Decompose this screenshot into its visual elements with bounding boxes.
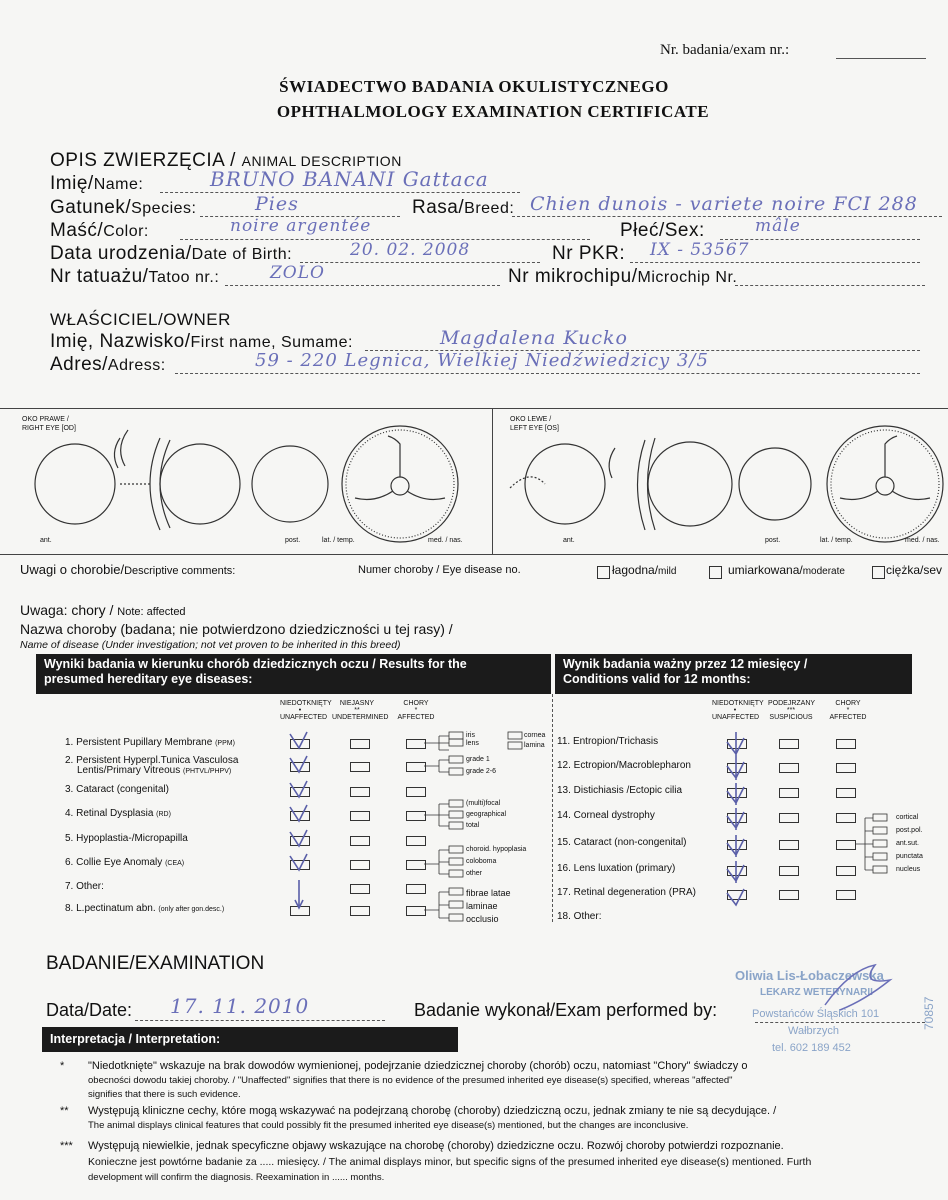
interpretation-p3-l3: development will confirm the diagnosis. Reexamination in ...... months. xyxy=(88,1172,385,1183)
tattoo-value: ZOLO xyxy=(270,263,325,283)
hereditary-row-1-label: 1. Persistent Pupillary Membrane (PPM) xyxy=(65,737,235,748)
owner-section-title: WŁAŚCICIEL/OWNER xyxy=(50,310,231,329)
condition-row-15: 15. Cataract (non-congenital) xyxy=(557,837,687,848)
sex-value: mâle xyxy=(755,216,801,236)
left-eye-ant-icon xyxy=(510,444,605,524)
row15-suspicious-box[interactable] xyxy=(779,840,799,850)
cond-col-suspicious: PODEJRZANY *** SUSPICIOUS xyxy=(768,700,816,721)
right-view-lat: lat. / temp. xyxy=(322,537,355,544)
hereditary-header: Wyniki badania w kierunku chorób dziedzicznych oczu / Results for the presumed hereditary eye diseases: xyxy=(36,654,551,694)
breed-value: Chien dunois - variete noire FCI 288 xyxy=(530,193,918,215)
sub-coloboma: coloboma xyxy=(466,858,497,865)
interpretation-p2-l2: The animal displays clinical features that could possibly fit the presumed inherited eye disease(s) mentioned, but the changes are inconclusive. xyxy=(88,1120,689,1131)
hereditary-row-8-label: 8. L.pectinatum abn. (only after gon.desc.) xyxy=(65,903,225,914)
sub-post-pol: post.pol. xyxy=(896,827,923,834)
row6-undetermined-box[interactable] xyxy=(350,860,370,870)
condition-row-14: 14. Corneal dystrophy xyxy=(557,810,655,821)
disease-number-label: Numer choroby / Eye disease no. xyxy=(358,564,521,576)
left-view-ant: ant. xyxy=(563,537,575,544)
right-view-ant: ant. xyxy=(40,537,52,544)
color-label: Maść/Color: xyxy=(50,220,149,241)
moderate-checkbox[interactable] xyxy=(709,566,722,579)
sub-nucleus: nucleus xyxy=(896,866,921,873)
species-label: Gatunek/Species: xyxy=(50,197,197,218)
row5-affected-box[interactable] xyxy=(406,836,426,846)
sub-punctata: punctata xyxy=(896,853,923,860)
row7-undetermined-box[interactable] xyxy=(350,884,370,894)
hereditary-row-2-label: 2. Persistent Hyperpl.Tunica Vasculosa Lentis/Primary Vitreous (PHTVL/PHPV) xyxy=(65,755,239,776)
row3-undetermined-box[interactable] xyxy=(350,787,370,797)
sub-fibrae-latae: fibrae latae xyxy=(466,888,511,898)
sub-grade-1: grade 1 xyxy=(466,756,490,763)
affected-label: Uwaga: chory / Note: affected xyxy=(20,602,186,618)
cond-col-affected: CHORY * AFFECTED xyxy=(829,700,867,721)
row16-affected-box[interactable] xyxy=(836,866,856,876)
interpretation-p2-l1: Występują kliniczne cechy, które mogą wskazywać na podejrzaną chorobę (choroby) dziedziczną oczu, jednak zmiany te nie są decydujące. / xyxy=(88,1105,777,1117)
species-value: Pies xyxy=(255,193,299,215)
cataract-suboption-branches xyxy=(855,808,895,878)
left-eye-label-1: OKO LEWE / xyxy=(510,416,552,423)
row2-affected-box[interactable] xyxy=(406,762,426,772)
sub-lamina: lamina xyxy=(524,742,545,749)
hereditary-row-5-label: 5. Hypoplastia-/Micropapilla xyxy=(65,833,188,844)
sub-multifocal: (multi)focal xyxy=(466,800,501,807)
right-eye-label-2: RIGHT EYE [OD] xyxy=(22,425,76,432)
exam-number-label: Nr. badania/exam nr.: xyxy=(660,42,790,58)
row17-affected-box[interactable] xyxy=(836,890,856,900)
comments-label: Uwagi o chorobie/Descriptive comments: xyxy=(20,562,236,577)
stamp-line-1: Oliwia Lis-Łobaczewska xyxy=(735,968,884,983)
interpretation-mark-2: ** xyxy=(60,1105,69,1117)
row1-affected-box[interactable] xyxy=(406,739,426,749)
sub-grade-2-6: grade 2-6 xyxy=(466,768,496,775)
pkr-value: IX - 53567 xyxy=(650,240,750,260)
row16-suspicious-box[interactable] xyxy=(779,866,799,876)
left-eye-label-2: LEFT EYE [OS] xyxy=(510,425,559,432)
sub-iris: iris xyxy=(466,732,475,739)
row6-affected-box[interactable] xyxy=(406,860,426,870)
sex-label: Płeć/Sex: xyxy=(620,220,705,241)
mild-label: łagodna/mild xyxy=(612,563,677,577)
right-eye-ant-icon xyxy=(35,444,115,524)
severe-checkbox[interactable] xyxy=(872,566,885,579)
dob-label: Data urodzenia/Date of Birth: xyxy=(50,243,293,264)
sub-geographical: geographical xyxy=(466,811,507,818)
left-view-lat: lat. / temp. xyxy=(820,537,853,544)
row12-affected-box[interactable] xyxy=(836,763,856,773)
hereditary-row-4-label: 4. Retinal Dysplasia (RD) xyxy=(65,808,171,819)
owner-address-label: Adres/Adress: xyxy=(50,354,166,375)
condition-row-13: 13. Distichiasis /Ectopic cilia xyxy=(557,785,683,796)
dob-value: 20. 02. 2008 xyxy=(350,240,471,260)
hereditary-checkmarks xyxy=(285,730,315,930)
col-affected: CHORY * AFFECTED xyxy=(397,700,435,721)
tattoo-label: Nr tatuażu/Tatoo nr.: xyxy=(50,266,220,287)
interpretation-mark-3: *** xyxy=(60,1140,73,1152)
row4-affected-box[interactable] xyxy=(406,811,426,821)
sub-cornea: cornea xyxy=(524,732,546,739)
severe-label: ciężka/sev xyxy=(886,563,943,577)
sub-occlusio: occlusio xyxy=(466,914,499,924)
row8-undetermined-box[interactable] xyxy=(350,906,370,916)
right-eye-label-1: OKO PRAWE / xyxy=(22,416,69,423)
interpretation-p1-l1: "Niedotknięte" wskazuje na brak dowodów wymienionej, podejrzanie dziedzicznej choroby (chorób) oczu, natomiast "Chory" świadczy o xyxy=(88,1060,748,1072)
sub-total: total xyxy=(466,822,480,829)
row12-suspicious-box[interactable] xyxy=(779,763,799,773)
sub-choroid-hypoplasia: choroid. hypoplasia xyxy=(466,846,527,853)
sub-laminae: laminae xyxy=(466,901,498,911)
row5-undetermined-box[interactable] xyxy=(350,836,370,846)
right-eye-side-icon xyxy=(114,430,240,530)
exam-performed-label: Badanie wykonał/Exam performed by: xyxy=(414,1000,718,1020)
sub-lens: lens xyxy=(466,740,479,747)
interpretation-p3-l1: Występują niewielkie, jednak specyficzne objawy wskazujące na chorobę (choroby) dziedziczne oczu. Rozwój choroby potwierdzi rozpoznanie. xyxy=(88,1140,784,1152)
row13-suspicious-box[interactable] xyxy=(779,788,799,798)
signature-icon xyxy=(820,960,900,1020)
interpretation-p1-l3: signifies that there is such evidence. xyxy=(88,1089,241,1100)
name-label: Imię/Name: xyxy=(50,173,144,194)
condition-row-11: 11. Entropion/Trichasis xyxy=(557,736,659,747)
title-english: OPHTHALMOLOGY EXAMINATION CERTIFICATE xyxy=(276,102,710,121)
interpretation-p3-l2: Konieczne jest powtórne badanie za ..... miesięcy. / The animal displays minor, but specific signs of the presumed inherited eye disease(s) mentioned. Furth xyxy=(88,1156,812,1168)
animal-name-value: BRUNO BANANI Gattaca xyxy=(210,167,489,191)
sub-ant-sut: ant.sut. xyxy=(896,840,919,847)
row15-affected-box[interactable] xyxy=(836,840,856,850)
hereditary-row-7-label: 7. Other: xyxy=(65,881,104,892)
cond-col-unaffected: NIEDOTKNIĘTY • UNAFFECTED xyxy=(712,700,764,721)
eye-diagrams xyxy=(0,408,948,554)
moderate-label: umiarkowana/moderate xyxy=(728,563,845,577)
stamp-line-3: Powstańców Śląskich 101 xyxy=(752,1008,880,1020)
chip-label: Nr mikrochipu/Microchip Nr. xyxy=(508,266,738,287)
stamp-line-2: LEKARZ WETERYNARII xyxy=(760,987,873,998)
conditions-header: Wynik badania ważny przez 12 miesięcy / Conditions valid for 12 months: xyxy=(555,654,912,694)
right-eye-post-icon xyxy=(252,446,328,522)
conditions-checkmarks xyxy=(722,728,752,908)
exam-date-value: 17. 11. 2010 xyxy=(170,994,310,1018)
exam-date-label: Data/Date: xyxy=(46,1000,133,1020)
right-view-post: post. xyxy=(285,537,301,544)
row17-suspicious-box[interactable] xyxy=(779,890,799,900)
left-eye-post-icon xyxy=(739,448,811,520)
interpretation-mark-1: * xyxy=(60,1060,65,1072)
col-undetermined: NIEJASNY ** UNDETERMINED xyxy=(332,700,389,721)
disease-name-label-en: Name of disease (Under investigation; not vet proven to be inherited in this breed) xyxy=(20,639,401,651)
hereditary-row-6-label: 6. Collie Eye Anomaly (CEA) xyxy=(65,857,185,868)
owner-name-value: Magdalena Kucko xyxy=(440,327,628,349)
row14-suspicious-box[interactable] xyxy=(779,813,799,823)
color-value: noire argentée xyxy=(230,216,372,236)
breed-label: Rasa/Breed: xyxy=(412,197,515,218)
sub-other: other xyxy=(466,870,482,877)
row8-affected-box[interactable] xyxy=(406,906,426,916)
row3-affected-box[interactable] xyxy=(406,787,426,797)
right-eye-fundus-icon xyxy=(342,426,458,542)
row11-suspicious-box[interactable] xyxy=(779,739,799,749)
row14-affected-box[interactable] xyxy=(836,813,856,823)
row2-undetermined-box[interactable] xyxy=(350,762,370,772)
mild-checkbox[interactable] xyxy=(597,566,610,579)
animal-section-title: OPIS ZWIERZĘCIA / ANIMAL DESCRIPTION xyxy=(50,150,402,171)
hereditary-row-3-label: 3. Cataract (congenital) xyxy=(65,784,169,795)
condition-row-16: 16. Lens luxation (primary) xyxy=(557,863,676,874)
stamp-line-4: Wałbrzych xyxy=(788,1025,839,1037)
row7-affected-box[interactable] xyxy=(406,884,426,894)
owner-name-label: Imię, Nazwisko/First name, Sumame: xyxy=(50,331,353,352)
stamp-side-number: 70857 xyxy=(922,996,936,1030)
examination-title: BADANIE/EXAMINATION xyxy=(46,953,265,974)
interpretation-p1-l2: obecności dowodu takiej choroby. / "Unaffected" signifies that there is no evidence of the presumed inherited eye disease(s) specified, whereas "affected" xyxy=(88,1075,733,1086)
col-unaffected: NIEDOTKNIĘTY • UNAFFECTED xyxy=(280,700,332,721)
disease-name-label: Nazwa choroby (badana; nie potwierdzono dziedziczności u tej rasy) / xyxy=(20,621,453,637)
right-view-med: med. / nas. xyxy=(428,537,463,544)
sub-cortical: cortical xyxy=(896,814,919,821)
stamp-line-5: tel. 602 189 452 xyxy=(772,1042,851,1054)
row13-affected-box[interactable] xyxy=(836,788,856,798)
interpretation-header: Interpretacja / Interpretation: xyxy=(42,1027,458,1052)
owner-address-value: 59 - 220 Legnica, Wielkiej Niedźwiedzicy 3/5 xyxy=(255,350,709,371)
title-polish: ŚWIADECTWO BADANIA OKULISTYCZNEGO xyxy=(279,77,669,96)
condition-row-17: 17. Retinal degeneration (PRA) xyxy=(557,887,696,898)
left-view-post: post. xyxy=(765,537,781,544)
pkr-label: Nr PKR: xyxy=(552,243,626,264)
eye-section-bottom-line xyxy=(0,554,948,555)
row1-undetermined-box[interactable] xyxy=(350,739,370,749)
exam-number-line xyxy=(836,58,926,59)
left-eye-fundus-icon xyxy=(827,426,943,542)
condition-row-18: 18. Other: xyxy=(557,911,602,922)
left-eye-side-icon xyxy=(609,438,732,530)
row4-undetermined-box[interactable] xyxy=(350,811,370,821)
left-view-med: med. / nas. xyxy=(905,537,940,544)
condition-row-12: 12. Ectropion/Macroblepharon xyxy=(557,760,691,771)
row11-affected-box[interactable] xyxy=(836,739,856,749)
